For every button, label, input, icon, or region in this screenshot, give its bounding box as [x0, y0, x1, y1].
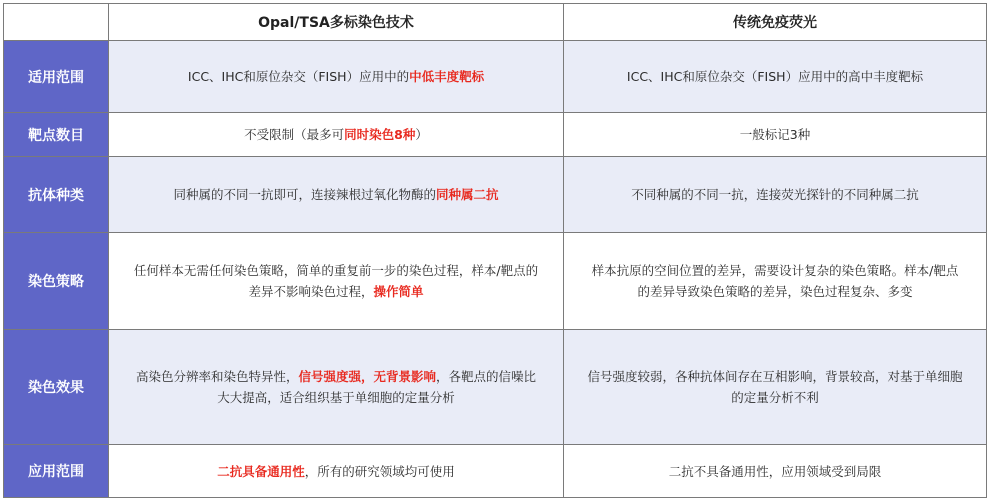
cell-line [115, 366, 557, 387]
cell-line: 样本抗原的空间位置的差异，需要设计复杂的染色策略。样本/靶点 [591, 263, 959, 278]
highlight-text: 同种属二抗 [436, 187, 499, 202]
highlight-text: 中低丰度靶标 [409, 69, 485, 84]
cell-text: 差异不影响染色过程， [248, 284, 374, 299]
row-label-application: 应用范围 [4, 445, 109, 498]
traditional-cell-staining-effect [564, 330, 987, 445]
highlight-text: 操作简单 [373, 284, 424, 299]
table-row [4, 233, 987, 330]
column-header-traditional: 传统免疫荧光 [564, 4, 987, 41]
highlight-text: ， [360, 369, 374, 384]
opal-cell-application [109, 445, 564, 498]
row-label-scope: 适用范围 [4, 41, 109, 113]
row-label-staining-strategy: 染色策略 [4, 233, 109, 330]
cell-line: 任何样本无需任何染色策略，简单的重复前一步的染色过程，样本/靶点的 [133, 263, 539, 278]
corner-cell [4, 4, 109, 41]
cell-text: 高染色分辨率和染色特异性， [135, 369, 299, 384]
cell-text: 同种属的不同一抗即可，连接辣根过氧化物酶的 [173, 187, 436, 202]
cell-text: ICC、IHC和原位杂交（FISH）应用中的 [187, 69, 410, 84]
table-row [4, 445, 987, 498]
traditional-cell-application: 二抗不具备通用性，应用领域受到局限 [564, 445, 987, 498]
cell-line [115, 281, 557, 302]
column-header-opal: Opal/TSA多标染色技术 [109, 4, 564, 41]
traditional-cell-target-count: 一般标记3种 [564, 113, 987, 157]
header-row [4, 4, 987, 41]
opal-cell-staining-strategy [109, 233, 564, 330]
table-row [4, 41, 987, 113]
highlight-text: 信号强度强 [298, 369, 361, 384]
cell-line: 大大提高，适合组织基于单细胞的定量分析 [217, 390, 455, 405]
table-row [4, 330, 987, 445]
opal-cell-antibody-type [109, 157, 564, 233]
row-label-antibody-type: 抗体种类 [4, 157, 109, 233]
highlight-text: 无背景影响 [373, 369, 437, 384]
cell-line: 信号强度较弱，各种抗体间存在互相影响，背景较高，对基于单细胞 [587, 369, 963, 384]
opal-cell-scope [109, 41, 564, 113]
traditional-cell-staining-strategy [564, 233, 987, 330]
opal-cell-target-count [109, 113, 564, 157]
cell-text: ，各靶点的信噪比 [436, 369, 537, 384]
table-row [4, 113, 987, 157]
traditional-cell-antibody-type: 不同种属的不同一抗，连接荧光探针的不同种属二抗 [564, 157, 987, 233]
highlight-text: 同时染色8种 [344, 127, 416, 142]
opal-cell-staining-effect [109, 330, 564, 445]
table-row [4, 157, 987, 233]
cell-text: 不受限制（最多可 [244, 127, 345, 142]
row-label-target-count: 靶点数目 [4, 113, 109, 157]
cell-text: ） [415, 127, 428, 142]
highlight-text: 二抗具备通用性 [217, 463, 305, 479]
cell-line: 的差异导致染色策略的差异，染色过程复杂、多变 [637, 284, 913, 299]
cell-text: ，所有的研究领域均可使用 [304, 463, 455, 479]
traditional-cell-scope: ICC、IHC和原位杂交（FISH）应用中的高中丰度靶标 [564, 41, 987, 113]
row-label-staining-effect: 染色效果 [4, 330, 109, 445]
cell-line: 的定量分析不利 [731, 390, 819, 405]
comparison-table [3, 3, 987, 498]
